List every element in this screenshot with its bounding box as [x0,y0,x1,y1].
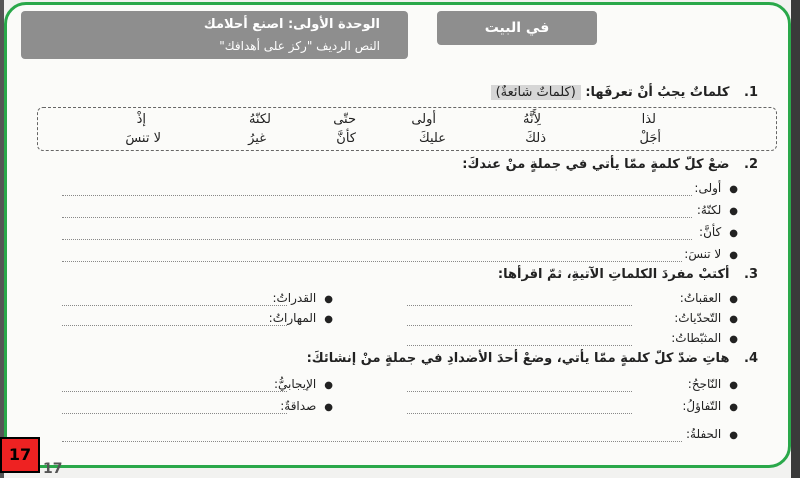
answer-line[interactable] [62,239,692,240]
answer-item: ●التّحدّياتُ: [674,311,738,325]
answer-item: ●أولى: [694,181,738,195]
word: لكنّهُ [248,112,271,127]
answer-line[interactable] [407,305,632,306]
answer-item: ●كأنَّ: [699,225,738,239]
question-text: كلماتٌ يجبُ أنْ تعرفَها: [585,85,730,100]
answer-item: ●المهاراتُ: [268,311,333,325]
answer-line[interactable] [62,413,287,414]
answer-line[interactable] [407,325,632,326]
question-text: هاتِ ضدّ كلّ كلمةٍ ممّا يأتي، وضعْ أحدَ الأضدادِ في جملةٍ منْ إنشائكَ: [306,351,730,366]
home-tab: في البيت [437,11,597,45]
question-number: 3. [744,267,758,282]
word: غيرُ [248,131,266,146]
answer-line[interactable] [62,261,682,262]
question-number: 1. [744,85,758,100]
question-3 [498,267,758,282]
question-text: ضعْ كلّ كلمةٍ ممّا يأتي في جملةٍ منْ عندكَ: [462,157,730,172]
question-number: 2. [744,157,758,172]
answer-line[interactable] [62,441,682,442]
answer-line[interactable] [407,345,632,346]
word-box [37,107,777,151]
word: إذْ [136,112,146,127]
question-1 [491,85,758,100]
word: أجَلْ [639,131,661,146]
worksheet-page [4,2,791,477]
page-badge: 17 [0,437,40,473]
word: حتّى [333,112,356,127]
answer-line[interactable] [62,195,692,196]
answer-line[interactable] [62,325,287,326]
word: لا تنسَ [125,131,161,146]
answer-line[interactable] [62,305,287,306]
lesson-title: النص الرديف "ركز على أهدافك" [219,39,380,53]
answer-item: ●الحفلةُ: [686,427,738,441]
answer-item: ●العقباتُ: [679,291,738,305]
common-words-tag: (كلماتٌ شائعةٌ) [491,85,581,100]
answer-item: ●لكنّهُ: [696,203,738,217]
word: كأنَّ [336,131,356,146]
question-2 [462,157,758,172]
answer-item: ●القدراتُ: [272,291,333,305]
question-text: أكتبْ مفردَ الكلماتِ الآتيةِ، ثمّ اقرأها: [497,267,730,282]
right-edge [791,0,800,478]
answer-item: ●النّاجحُ: [687,377,738,391]
answer-item: ●التّفاؤلُ: [682,399,738,413]
question-4 [307,351,758,366]
answer-line[interactable] [62,391,287,392]
word: لِأَنَّهُ [522,112,541,127]
page-number: 17 [43,461,63,477]
answer-line[interactable] [407,413,632,414]
answer-line[interactable] [407,391,632,392]
word: لذا [641,112,656,127]
answer-item: ●المثبّطاتُ: [671,331,738,345]
word: ذلكَ [525,131,546,146]
question-number: 4. [744,351,758,366]
answer-item: ●صداقةٌ: [280,399,333,413]
answer-item: ●الإيجابيُّ: [273,377,333,391]
answer-line[interactable] [62,217,692,218]
unit-title: الوحدة الأولى: اصنع أحلامك [203,17,380,32]
word: أولى [411,112,436,127]
answer-item: ●لا تنسَ: [684,247,738,261]
unit-header [21,11,408,59]
word: عليكَ [419,131,446,146]
